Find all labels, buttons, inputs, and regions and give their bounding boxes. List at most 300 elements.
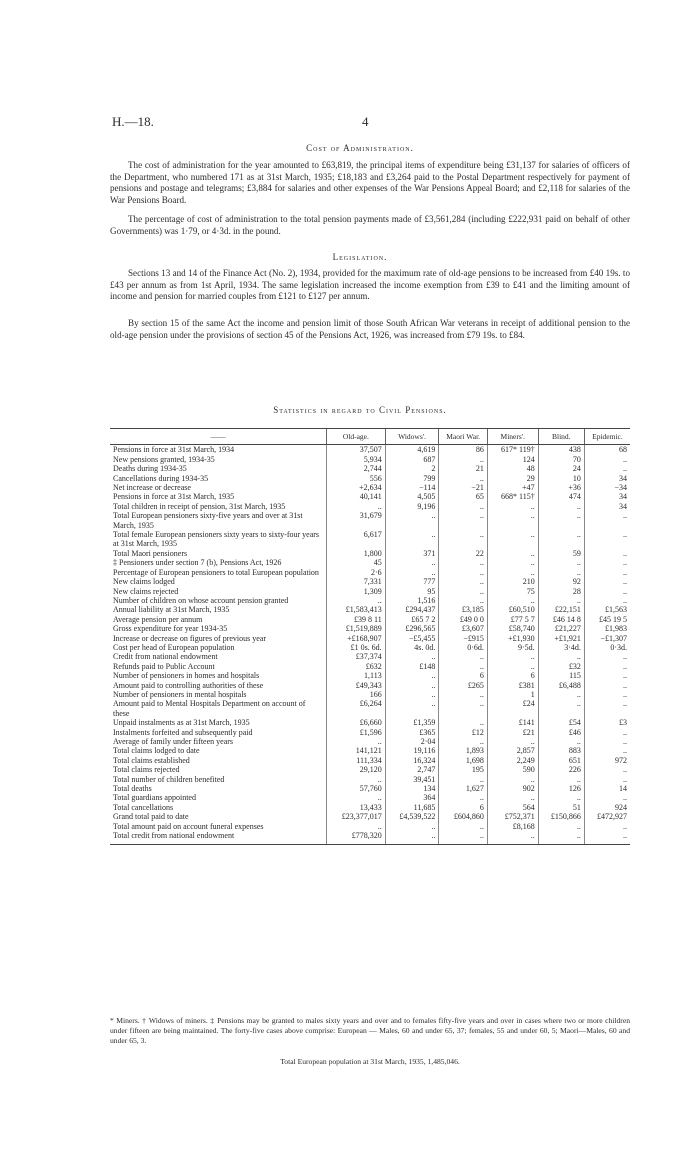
row-label: Net increase or decrease (113, 483, 191, 493)
table-cell: 777 (385, 577, 439, 586)
row-label: Number of pensioners in homes and hospitals (113, 671, 260, 681)
table-cell: £21 (487, 728, 538, 737)
table-cell: 972 (584, 756, 630, 765)
table-cell: £365 (385, 728, 439, 737)
table-cell: £60,510 (487, 605, 538, 614)
table-cell: £1,359 (385, 718, 439, 727)
table-cell: .. (584, 671, 630, 680)
table-cell: £3,185 (439, 605, 488, 614)
row-label: Average pension per annum (113, 614, 203, 624)
table-cell: .. (439, 699, 488, 718)
row-label: Total female European pensioners sixty years to sixty-four years at 31st March, 1935 (113, 530, 320, 549)
table-cell: £1 0s. 6d. (327, 643, 386, 652)
table-cell: £6,264 (327, 699, 386, 718)
table-cell: −£1,307 (584, 634, 630, 643)
table-cell: .. (439, 690, 488, 699)
table-cell: £49,343 (327, 681, 386, 690)
row-label: Total deaths (113, 784, 152, 794)
column-header: Epidemic. (584, 429, 630, 445)
page-number: 4 (362, 114, 369, 129)
table-row (110, 662, 630, 671)
table-cell: 14 (584, 784, 630, 793)
row-label: Annual liability at 31st March, 1935 (113, 605, 230, 615)
table-cell: .. (327, 793, 386, 802)
table-cell: 28 (538, 587, 584, 596)
table-cell: 590 (487, 765, 538, 774)
table-cell: 16,324 (385, 756, 439, 765)
table-row (110, 549, 630, 558)
table-cell: .. (439, 455, 488, 464)
table-cell: 48 (487, 464, 538, 473)
table-cell: 474 (538, 492, 584, 501)
table-cell: 24 (538, 464, 584, 473)
table-row (110, 803, 630, 812)
table-row (110, 634, 630, 643)
table-cell: 57,760 (327, 784, 386, 793)
table-cell: 19,116 (385, 746, 439, 755)
table-row (110, 756, 630, 765)
table-cell: .. (584, 822, 630, 831)
row-label: Total guardians appointed (113, 793, 196, 803)
table-cell: .. (487, 549, 538, 558)
table-cell: .. (327, 502, 386, 511)
table-row (110, 765, 630, 774)
table-cell: 668* 115† (487, 492, 538, 501)
table-cell: 2,249 (487, 756, 538, 765)
table-row (110, 558, 630, 567)
table-cell: £37,374 (327, 652, 386, 661)
table-row (110, 464, 630, 473)
table-cell: .. (584, 511, 630, 530)
table-cell: 59 (538, 549, 584, 558)
table-row (110, 812, 630, 821)
column-header: —— (110, 429, 327, 445)
table-cell: 364 (385, 793, 439, 802)
table-cell: £778,320 (327, 831, 386, 845)
table-cell: .. (584, 530, 630, 549)
row-label: Number of children on whose account pension granted (113, 595, 289, 605)
row-label: Unpaid instalments as at 31st March, 1935 (113, 718, 250, 728)
table-row (110, 831, 630, 845)
table-row (110, 699, 630, 718)
table-cell: 126 (538, 784, 584, 793)
row-label: Pensions in force at 31st March, 1934 (113, 445, 235, 455)
table-cell: £294,437 (385, 605, 439, 614)
table-cell: 31,679 (327, 511, 386, 530)
table-row (110, 483, 630, 492)
table-cell: £148 (385, 662, 439, 671)
table-cell: .. (487, 596, 538, 605)
row-label: Refunds paid to Public Account (113, 661, 215, 671)
table-cell: .. (584, 765, 630, 774)
table-cell: £1,596 (327, 728, 386, 737)
cost-section-title: Cost of Administration. (306, 143, 414, 153)
table-cell: −£915 (439, 634, 488, 643)
table-cell: .. (327, 775, 386, 784)
table-row (110, 671, 630, 680)
table-cell: £752,371 (487, 812, 538, 821)
table-cell: 95 (385, 587, 439, 596)
column-header: Widows'. (385, 429, 439, 445)
table-cell: .. (538, 568, 584, 577)
table-cell: 34 (584, 502, 630, 511)
table-cell: −21 (439, 483, 488, 492)
table-cell: £24 (487, 699, 538, 718)
table-row (110, 474, 630, 483)
table-cell: £23,377,017 (327, 812, 386, 821)
table-cell: .. (385, 671, 439, 680)
column-header: Maori War. (439, 429, 488, 445)
table-cell: 2 (385, 464, 439, 473)
row-label: Average of family under fifteen years (113, 737, 234, 746)
table-cell: 75 (487, 587, 538, 596)
table-cell: .. (584, 699, 630, 718)
table-cell: .. (487, 775, 538, 784)
table-cell: 1,893 (439, 746, 488, 755)
table-row (110, 746, 630, 755)
table-cell: .. (538, 822, 584, 831)
table-cell: 5,934 (327, 455, 386, 464)
table-cell: .. (385, 822, 439, 831)
table-row (110, 455, 630, 464)
table-row (110, 822, 630, 831)
row-label: Cost per head of European population (113, 642, 235, 652)
table-cell: £265 (439, 681, 488, 690)
table-cell: .. (487, 737, 538, 746)
table-cell: .. (487, 502, 538, 511)
table-row (110, 568, 630, 577)
table-cell: £472,927 (584, 812, 630, 821)
table-cell: 1,516 (385, 596, 439, 605)
row-label: Deaths during 1934-35 (113, 464, 187, 474)
table-row (110, 605, 630, 614)
table-cell: .. (385, 558, 439, 567)
table-cell: £6,660 (327, 718, 386, 727)
table-cell: .. (584, 577, 630, 586)
table-cell: 11,685 (385, 803, 439, 812)
table-cell: £58,740 (487, 624, 538, 633)
table-cell: .. (385, 511, 439, 530)
row-label: Instalments forfeited and subsequently paid (113, 727, 253, 737)
table-cell: .. (327, 737, 386, 746)
row-label: Total credit from national endowment (110, 831, 327, 845)
table-cell: £22,151 (538, 605, 584, 614)
table-cell: .. (584, 549, 630, 558)
table-row (110, 784, 630, 793)
table-cell: .. (487, 568, 538, 577)
table-cell: +£168,907 (327, 634, 386, 643)
table-cell: 1,627 (439, 784, 488, 793)
table-cell: 556 (327, 474, 386, 483)
row-label: ‡ Pensioners under section 7 (b), Pensions Act, 1926 (113, 558, 282, 568)
table-cell: 651 (538, 756, 584, 765)
table-cell: 13,433 (327, 803, 386, 812)
table-cell: 924 (584, 803, 630, 812)
table-cell: .. (538, 596, 584, 605)
table-cell: .. (439, 568, 488, 577)
table-cell: .. (538, 652, 584, 661)
footnotes: * Miners. † Widows of miners. ‡ Pensions may be granted to males sixty years and over and to females fifty-five years and over in cases where two or more children under fifteen are being maintained. The forty-five cases above comprise: European — Males, 60 and under 65, 37; females, 55 and under 60, 5; Maori—Males, 60 and under 65, 3. (110, 1016, 630, 1045)
table-cell: 115 (538, 671, 584, 680)
table-cell: £65 7 2 (385, 615, 439, 624)
column-header: Old-age. (327, 429, 386, 445)
row-label: New pensions granted, 1934-35 (113, 454, 215, 464)
table-row (110, 775, 630, 784)
table-cell: .. (584, 775, 630, 784)
table-cell: 1,698 (439, 756, 488, 765)
table-cell: £12 (439, 728, 488, 737)
table-cell: £632 (327, 662, 386, 671)
table-cell: 111,334 (327, 756, 386, 765)
table-cell: .. (487, 662, 538, 671)
column-header: Miners'. (487, 429, 538, 445)
table-cell: 883 (538, 746, 584, 755)
table-cell: 0·6d. (439, 643, 488, 652)
table-cell: 438 (538, 445, 584, 455)
table-cell: .. (584, 464, 630, 473)
table-cell: −£5,455 (385, 634, 439, 643)
table-cell: 34 (584, 474, 630, 483)
table-cell: 45 (327, 558, 386, 567)
table-cell: .. (584, 746, 630, 755)
table-cell: .. (538, 558, 584, 567)
table-cell: .. (538, 690, 584, 699)
table-cell: .. (584, 737, 630, 746)
table-cell: 6,617 (327, 530, 386, 549)
row-label: Amount paid to Mental Hospitals Department on account of these (113, 699, 306, 718)
table-cell: £77 5 7 (487, 615, 538, 624)
table-cell: .. (385, 681, 439, 690)
table-cell: £46 (538, 728, 584, 737)
row-label: Total number of children benefited (113, 774, 225, 784)
table-cell: .. (538, 831, 584, 845)
table-cell: .. (327, 596, 386, 605)
table-cell: 2,857 (487, 746, 538, 755)
row-label: Gross expenditure for year 1934-35 (113, 624, 228, 634)
table-cell: £1,519,889 (327, 624, 386, 633)
table-cell: .. (538, 793, 584, 802)
table-row (110, 492, 630, 501)
row-label: Total European pensioners sixty-five years and over at 31st March, 1935 (113, 511, 303, 530)
table-cell: .. (487, 530, 538, 549)
table-cell: 0·3d. (584, 643, 630, 652)
table-cell: £45 19 5 (584, 615, 630, 624)
table-cell: 21 (439, 464, 488, 473)
table-cell: £4,539,522 (385, 812, 439, 821)
table-cell: .. (584, 831, 630, 845)
row-label: Total Maori pensioners (113, 548, 188, 558)
table-cell: £6,488 (538, 681, 584, 690)
cost-paragraph-2: The percentage of cost of administration to the total pension payments made of £3,561,284 (including £222,931 paid on behalf of other Governments) was 1·79, or 4·3d. in the pound. (110, 214, 630, 236)
table-cell: 2·6 (327, 568, 386, 577)
table-cell: 86 (439, 445, 488, 455)
legislation-paragraph-2: By section 15 of the same Act the income and pension limit of those South African War veterans in receipt of additional pension to the old-age pension under the provisions of section 45 of the Pensions Act, 1926, was increased from £79 19s. to £84. (110, 318, 630, 340)
table-cell: .. (385, 690, 439, 699)
table-cell: .. (385, 831, 439, 845)
table-cell: .. (584, 690, 630, 699)
table-cell: £296,565 (385, 624, 439, 633)
table-cell: £21,227 (538, 624, 584, 633)
table-cell: 3·4d. (538, 643, 584, 652)
table-row (110, 737, 630, 746)
table-cell: .. (439, 474, 488, 483)
legislation-paragraph-1: Sections 13 and 14 of the Finance Act (No. 2), 1934, provided for the maximum rate of old-age pensions to be increased from £40 19s. to £43 per annum as from 1st April, 1934. The same legislation increased the income exemption from £39 to £41 and the limiting amount of income and pension for married couples from £121 to £127 per annum. (110, 268, 630, 301)
table-cell: .. (385, 699, 439, 718)
row-label: Total claims lodged to date (113, 746, 200, 756)
table-cell: .. (439, 596, 488, 605)
table-cell: 92 (538, 577, 584, 586)
row-label: Amount paid to controlling authorities of these (113, 680, 264, 690)
row-label: Grand total paid to date (113, 812, 189, 822)
row-label: Increase or decrease on figures of previous year (113, 633, 267, 643)
row-label: New claims rejected (113, 586, 179, 596)
table-row (110, 690, 630, 699)
table-cell: 65 (439, 492, 488, 501)
table-cell: .. (487, 652, 538, 661)
table-cell: .. (487, 831, 538, 845)
table-cell: 6 (439, 803, 488, 812)
table-cell: .. (439, 502, 488, 511)
table-cell: 134 (385, 784, 439, 793)
table-cell: 166 (327, 690, 386, 699)
table-cell: 371 (385, 549, 439, 558)
table-cell: .. (584, 558, 630, 567)
table-cell: £46 14 8 (538, 615, 584, 624)
row-label: Credit from national endowment (113, 652, 218, 662)
table-cell: 4s. 0d. (385, 643, 439, 652)
table-cell: .. (439, 652, 488, 661)
table-cell: 902 (487, 784, 538, 793)
table-cell: 124 (487, 455, 538, 464)
table-cell: 6 (439, 671, 488, 680)
row-label: Total cancellations (113, 802, 174, 812)
table-row (110, 652, 630, 661)
table-cell: £1,583,413 (327, 605, 386, 614)
table-cell: 4,505 (385, 492, 439, 501)
table-cell: .. (439, 718, 488, 727)
table-cell: +36 (538, 483, 584, 492)
table-row (110, 728, 630, 737)
table-cell: .. (538, 737, 584, 746)
table-row (110, 793, 630, 802)
table-cell: 141,121 (327, 746, 386, 755)
table-cell: 29 (487, 474, 538, 483)
table-cell: 29,120 (327, 765, 386, 774)
table-cell: 1,309 (327, 587, 386, 596)
row-label: Cancellations during 1934-35 (113, 473, 209, 483)
table-cell: .. (385, 568, 439, 577)
table-cell: .. (538, 775, 584, 784)
table-cell: .. (439, 530, 488, 549)
table-cell: 4,619 (385, 445, 439, 455)
table-cell: .. (439, 793, 488, 802)
table-cell: +47 (487, 483, 538, 492)
table-cell: 22 (439, 549, 488, 558)
table-cell: .. (584, 568, 630, 577)
table-cell: .. (439, 511, 488, 530)
table-cell: .. (439, 577, 488, 586)
table-title: Statistics in regard to Civil Pensions. (273, 405, 447, 415)
table-cell: 10 (538, 474, 584, 483)
table-cell: .. (584, 455, 630, 464)
table-row (110, 577, 630, 586)
table-cell: 68 (584, 445, 630, 455)
table-cell: 799 (385, 474, 439, 483)
table-cell: 37,507 (327, 445, 386, 455)
table-cell: .. (584, 587, 630, 596)
table-cell: 195 (439, 765, 488, 774)
table-cell: 210 (487, 577, 538, 586)
row-label: Pensions in force at 31st March, 1935 (113, 492, 235, 502)
table-cell: .. (385, 530, 439, 549)
row-label: Total claims established (113, 755, 190, 765)
table-row (110, 718, 630, 727)
table-cell: .. (487, 511, 538, 530)
legislation-section-title: Legislation. (332, 252, 388, 262)
table-cell: .. (487, 558, 538, 567)
table-cell: .. (584, 793, 630, 802)
table-cell: £150,866 (538, 812, 584, 821)
table-cell: .. (584, 596, 630, 605)
table-cell: .. (538, 502, 584, 511)
row-label: Total children in receipt of pension, 31st March, 1935 (113, 501, 286, 511)
table-cell: 1,800 (327, 549, 386, 558)
table-row (110, 587, 630, 596)
cost-paragraph-1: The cost of administration for the year amounted to £63,819, the principal items of expenditure being £31,137 for salaries of officers of the Department, who numbered 171 as at 31st March, 1935; £18,183 and £3,264 paid to the Postal Department respectively for payment of pensions and postage and telegrams; £3,884 for salaries and other expenses of the War Pensions Appeal Board; and £2,118 for salaries of the War Pensions Board. (110, 160, 630, 205)
table-cell: £1,983 (584, 624, 630, 633)
table-cell: £604,860 (439, 812, 488, 821)
table-cell: +£1,921 (538, 634, 584, 643)
table-row (110, 596, 630, 605)
table-cell: 2,744 (327, 464, 386, 473)
table-cell: £32 (538, 662, 584, 671)
table-cell: £3 (584, 718, 630, 727)
table-cell: 226 (538, 765, 584, 774)
table-cell: 9·5d. (487, 643, 538, 652)
table-cell: .. (439, 587, 488, 596)
page-header (112, 114, 602, 134)
table-cell: +£1,930 (487, 634, 538, 643)
table-cell: 687 (385, 455, 439, 464)
row-label: Number of pensioners in mental hospitals (113, 689, 247, 699)
table-row (110, 530, 630, 549)
table-cell: .. (584, 681, 630, 690)
table-cell: .. (584, 652, 630, 661)
table-cell: .. (487, 793, 538, 802)
table-cell: .. (439, 662, 488, 671)
row-label: Total claims rejected (113, 765, 180, 775)
table-cell: 51 (538, 803, 584, 812)
table-cell: .. (327, 822, 386, 831)
table-cell: 40,141 (327, 492, 386, 501)
report-code: H.—18. (112, 114, 154, 129)
table-cell: £381 (487, 681, 538, 690)
row-label: Percentage of European pensioners to total European population (113, 567, 319, 577)
table-cell: .. (439, 775, 488, 784)
table-cell: 2·04 (385, 737, 439, 746)
table-row (110, 445, 630, 455)
table-cell: 9,196 (385, 502, 439, 511)
table-row (110, 643, 630, 652)
table-cell: 39,451 (385, 775, 439, 784)
table-cell: 2,747 (385, 765, 439, 774)
row-label: Total amount paid on account funeral expenses (113, 821, 264, 831)
table-row (110, 502, 630, 511)
population-note: Total European population at 31st March, 1935, 1,485,046. (280, 1057, 460, 1066)
column-header: Blind. (538, 429, 584, 445)
table-cell: £8,168 (487, 822, 538, 831)
table-cell: .. (584, 728, 630, 737)
